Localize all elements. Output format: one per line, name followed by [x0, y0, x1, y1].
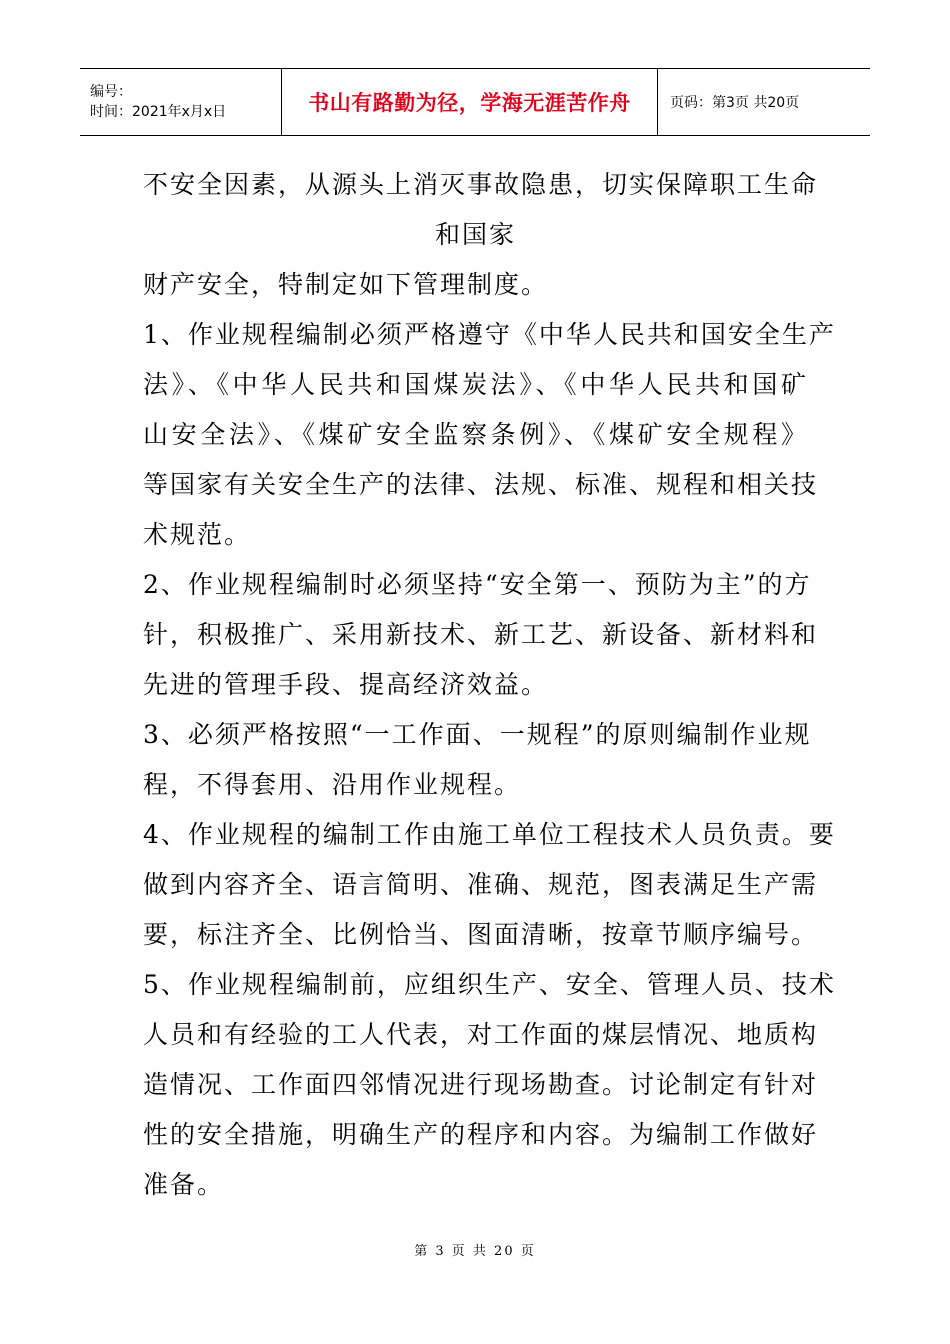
body-text-line: 程，不得套用、沿用作业规程。: [143, 770, 522, 799]
header-page-info: 页码：第3页 共20页: [670, 95, 800, 111]
body-text-line: 1、作业规程编制必须严格遵守《中华人民共和国安全生产: [143, 320, 836, 349]
document-body: [143, 160, 836, 1210]
body-text-line: 术规范。: [143, 520, 252, 549]
page-header: [80, 68, 870, 136]
serial-number-label: 编号：: [90, 84, 132, 100]
body-text-line: 2、作业规程编制时必须坚持“安全第一、预防为主”的方: [143, 570, 812, 599]
body-text-line: 先进的管理手段、提高经济效益。: [143, 670, 549, 699]
body-text-line: 做到内容齐全、语言简明、准确、规范，图表满足生产需: [143, 870, 819, 899]
body-text-line: 性的安全措施，明确生产的程序和内容。为编制工作做好: [143, 1120, 819, 1149]
body-text-line: 人员和有经验的工人代表，对工作面的煤层情况、地质构: [143, 1020, 819, 1049]
body-text-line: 法》、《中华人民共和国煤炭法》、《中华人民共和国矿: [143, 370, 808, 399]
body-text-line: 针，积极推广、采用新技术、新工艺、新设备、新材料和: [143, 620, 819, 649]
header-motto: 书山有路勤为径，学海无涯苦作舟: [282, 69, 658, 135]
date-label: 时间：2021年x月x日: [90, 104, 227, 120]
body-text-line: 5、作业规程编制前，应组织生产、安全、管理人员、技术: [143, 970, 836, 999]
body-text-line: 准备。: [143, 1170, 225, 1199]
body-text-line: 山安全法》、《煤矿安全监察条例》、《煤矿安全规程》: [143, 420, 808, 449]
body-text-line: 要，标注齐全、比例恰当、图面清晰，按章节顺序编号。: [143, 920, 819, 949]
body-text-line: 不安全因素，从源头上消灭事故隐患，切实保障职工生命: [143, 170, 819, 199]
body-text-line: 造情况、工作面四邻情况进行现场勘查。讨论制定有针对: [143, 1070, 819, 1099]
body-text-line: 等国家有关安全生产的法律、法规、标准、规程和相关技: [143, 470, 819, 499]
header-meta: [80, 69, 282, 135]
body-text-line: 4、作业规程的编制工作由施工单位工程技术人员负责。要: [143, 820, 836, 849]
page-footer: 第 3 页 共 20 页: [414, 1244, 536, 1259]
body-text-line: 财产安全，特制定如下管理制度。: [143, 270, 549, 299]
body-text-line: 和国家: [434, 220, 516, 249]
body-text-line: 3、必须严格按照“一工作面、一规程”的原则编制作业规: [143, 720, 812, 749]
